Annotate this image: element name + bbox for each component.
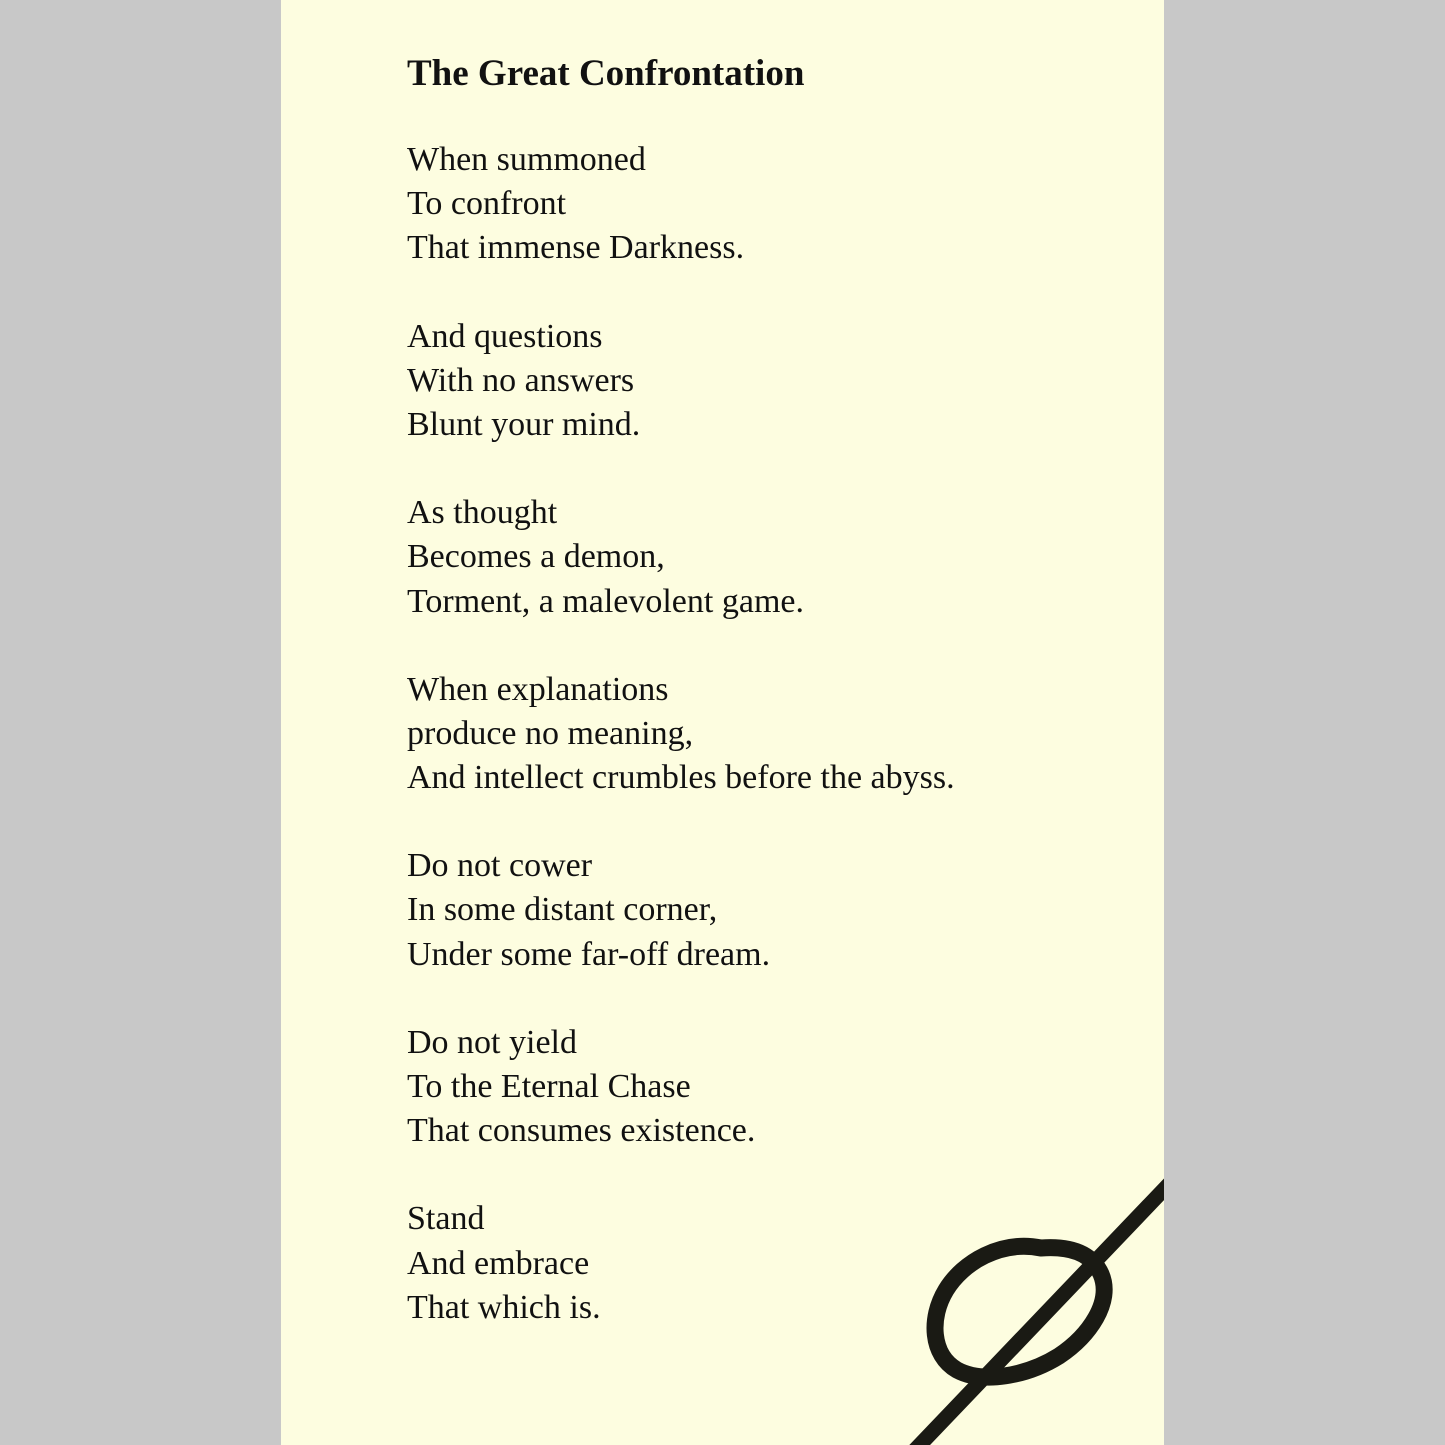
- poem-line: And questions: [407, 317, 603, 355]
- stanza-2: [407, 315, 1147, 448]
- poem-line: And intellect crumbles before the abyss.: [407, 759, 955, 797]
- poem-line: With no answers: [407, 361, 635, 399]
- poem-title: The Great Confrontation: [407, 53, 805, 94]
- poem-line: Do not yield: [407, 1023, 577, 1061]
- poem-line: Stand: [407, 1200, 485, 1238]
- poem-line: As thought: [407, 494, 558, 532]
- circle-slash-glyph-icon: [891, 1170, 1164, 1445]
- stanza-3: [407, 491, 1147, 624]
- poem-page: [281, 0, 1164, 1445]
- poem-line: To the Eternal Chase: [407, 1068, 691, 1105]
- poem-line: That immense Darkness.: [407, 229, 745, 267]
- poem-line: Becomes a demon,: [407, 538, 665, 576]
- stanza-1: [407, 138, 1147, 271]
- poem-line: Blunt your mind.: [407, 405, 641, 443]
- glyph-ring: [935, 1246, 1104, 1377]
- poem-line: To confront: [407, 185, 567, 223]
- poem-line: produce no meaning,: [407, 714, 694, 752]
- poem-line: And embrace: [407, 1244, 590, 1282]
- stanza-5: [407, 844, 1147, 977]
- poem-line: When explanations: [407, 670, 669, 708]
- stanza-6: [407, 1021, 1147, 1154]
- poem-line: That which is.: [407, 1288, 601, 1326]
- poem-line: Do not cower: [407, 847, 593, 885]
- glyph-slash-stroke: [913, 1182, 1164, 1445]
- stanza-4: [407, 668, 1147, 801]
- poem-line: Torment, a malevolent game.: [407, 582, 804, 620]
- poem-line: Under some far-off dream.: [407, 935, 771, 973]
- poem-line: That consumes existence.: [407, 1112, 756, 1150]
- poem-line: In some distant corner,: [407, 891, 718, 929]
- poem-line: When summoned: [407, 141, 646, 178]
